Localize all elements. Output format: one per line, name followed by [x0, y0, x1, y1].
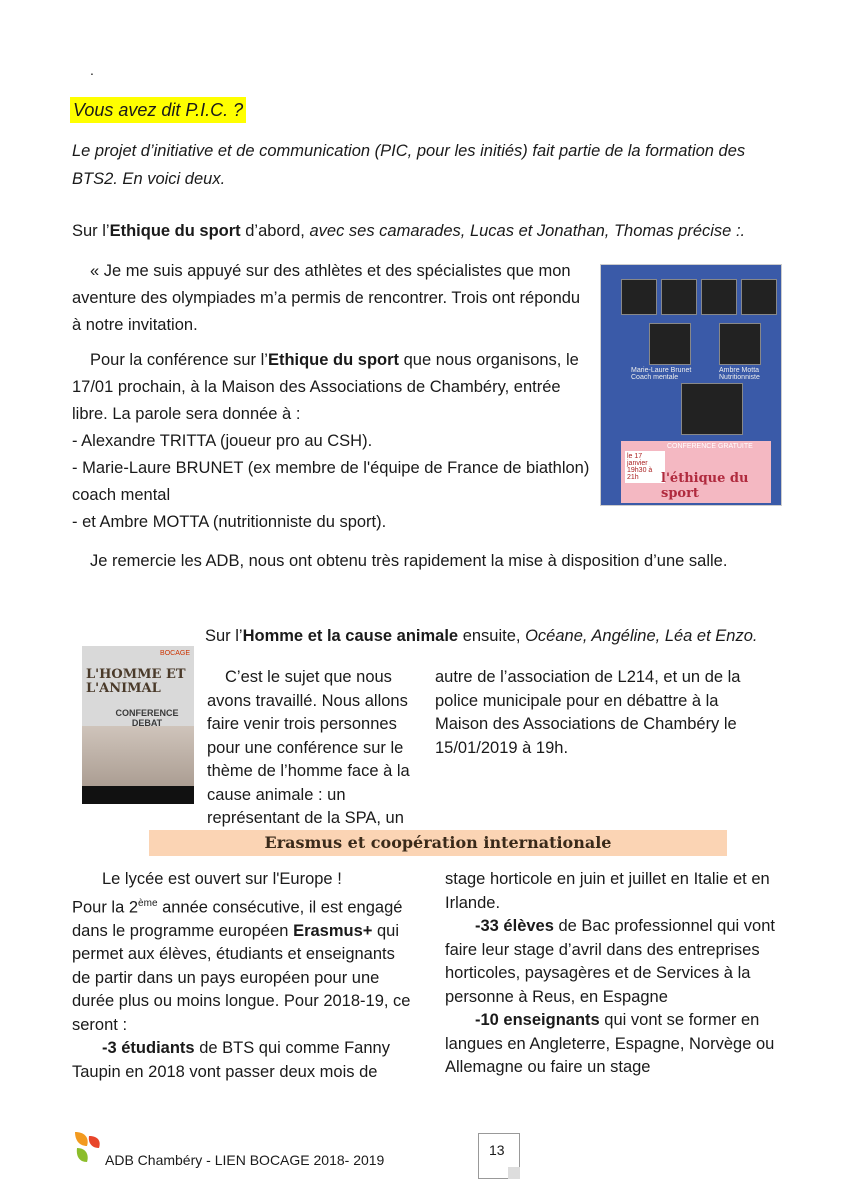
animal-intro: [205, 625, 757, 647]
poster-photo: [621, 279, 657, 315]
poster-band-text: CONFERENCE GRATUITE: [667, 443, 753, 450]
sport-p2-rest: que nous organisons, le 17/01 prochain, à la Maison des Associations de Chambéry, entrée libre. La parole sera donnée à :: [72, 351, 579, 423]
sport-paragraph-1: « Je me suis appuyé sur des athlètes et des spécialistes que mon aventure des olympiades m’a permis de rencontrer. Trois ont répondu à notre invitation.: [72, 262, 581, 334]
poster-logo: BOCAGE: [160, 650, 190, 657]
poster-ethique-du-sport: [600, 264, 782, 506]
page-number-box: [478, 1133, 520, 1179]
sport-intro-italic: avec ses camarades, Lucas et Jonathan, Thomas précise :.: [309, 222, 746, 240]
erasmus-column-2: [445, 868, 785, 1080]
erasmus-title-bar: Erasmus et coopération internationale: [149, 830, 727, 856]
erasmus-column-1: [72, 868, 417, 1084]
poster-name-2: Ambre Motta Nutritionniste: [719, 367, 760, 381]
section-heading-pic: Vous avez dit P.I.C. ?: [70, 97, 246, 123]
poster-subtitle: CONFERENCE DEBAT: [115, 708, 179, 728]
stray-dot: .: [90, 62, 94, 78]
erasmus-p-prefix: Pour la 2: [72, 898, 139, 916]
poster-name-1: Marie-Laure Brunet Coach mentale: [631, 367, 692, 381]
erasmus-item-2: [445, 915, 785, 1009]
poster-title: L'HOMME ET L'ANIMAL: [86, 667, 186, 696]
poster-photo: [661, 279, 697, 315]
sport-intro-mid: d’abord,: [240, 222, 310, 240]
poster-title: l'éthique du sport: [661, 471, 749, 501]
erasmus-item-1-rest: de BTS qui comme Fanny Taupin en 2018 vont passer deux mois de: [72, 1039, 390, 1081]
erasmus-item-3: [445, 1009, 785, 1080]
poster-photo: [681, 383, 743, 435]
erasmus-p-end: qui permet aux élèves, étudiants et enseignants de partir dans un pays européen pour une durée plus ou moins longue. Pour 2018-19, ce seront :: [72, 921, 411, 1034]
sport-intro-bold: Ethique du sport: [109, 222, 241, 240]
speaker-item: - Alexandre TRITTA (joueur pro au CSH).: [72, 432, 373, 450]
erasmus-p-rest: année consécutive, il est engagé dans le programme européen: [72, 898, 403, 940]
poster-photo: [649, 323, 691, 365]
erasmus-item-3-rest: qui vont se former en langues en Angleterre, Espagne, Norvège ou Allemagne ou faire un stage: [445, 1011, 775, 1076]
thanks-paragraph: Je remercie les ADB, nous ont obtenu très rapidement la mise à disposition d’une salle.: [90, 552, 728, 570]
erasmus-plus: Erasmus+: [293, 921, 373, 940]
sport-intro-prefix: Sur l’: [72, 222, 110, 240]
erasmus-p-sup: ème: [138, 897, 158, 909]
sport-p2-prefix: Pour la conférence sur l’: [90, 351, 268, 369]
page-fold: [508, 1167, 520, 1179]
erasmus-line-1: Le lycée est ouvert sur l'Europe !: [102, 870, 342, 888]
page-number: 13: [489, 1142, 505, 1158]
poster-footer: [82, 786, 194, 804]
poster-photo: [719, 323, 761, 365]
poster-fur-image: [82, 726, 194, 792]
animal-intro-mid: ensuite,: [458, 627, 526, 645]
poster-homme-animal: [82, 646, 194, 804]
speaker-item: - Marie-Laure BRUNET (ex membre de l'équipe de France de biathlon) coach mental: [72, 459, 590, 504]
erasmus-col2-start: stage horticole en juin et juillet en Italie et en Irlande.: [445, 870, 770, 912]
erasmus-item-3-bold: -10 enseignants: [475, 1011, 600, 1029]
poster-photo: [741, 279, 777, 315]
page-footer: ADB Chambéry - LIEN BOCAGE 2018- 2019: [105, 1152, 385, 1168]
leaf-logo-icon: [73, 1130, 105, 1164]
erasmus-item-1-bold: -3 étudiants: [102, 1039, 195, 1057]
animal-intro-italic: Océane, Angéline, Léa et Enzo.: [525, 627, 758, 645]
animal-column-2: autre de l’association de L214, et un de la police municipale pour en débattre à la Maison des Associations de Chambéry le 15/01/2019 à 19h.: [435, 668, 741, 757]
animal-intro-bold: Homme et la cause animale: [242, 627, 459, 645]
erasmus-item-2-bold: -33 élèves: [475, 917, 554, 935]
poster-date: le 17 janvier 19h30 à 21h: [625, 451, 665, 483]
sport-p2-bold: Ethique du sport: [267, 351, 400, 369]
erasmus-paragraph: [72, 892, 417, 1038]
erasmus-item-2-rest: de Bac professionnel qui vont faire leur stage d’avril dans des entreprises horticoles, paysagères et de Services à la personne à Reus, en Espagne: [445, 917, 775, 1006]
erasmus-item-1: [72, 1037, 417, 1084]
poster-photo: [701, 279, 737, 315]
intro-paragraph: Le projet d’initiative et de communication (PIC, pour les initiés) fait partie de la formation des BTS2. En voici deux.: [72, 142, 746, 188]
animal-intro-prefix: Sur l’: [205, 627, 243, 645]
sport-body: [72, 258, 592, 536]
speaker-item: - et Ambre MOTTA (nutritionniste du sport).: [72, 513, 387, 531]
animal-column-1: C’est le sujet que nous avons travaillé. Nous allons faire venir trois personnes pour une conférence sur le thème de l’homme face à la cause animale : un représentant de la SPA, un: [207, 668, 410, 827]
sport-intro: [72, 218, 745, 244]
sport-paragraph-2: [72, 347, 592, 428]
